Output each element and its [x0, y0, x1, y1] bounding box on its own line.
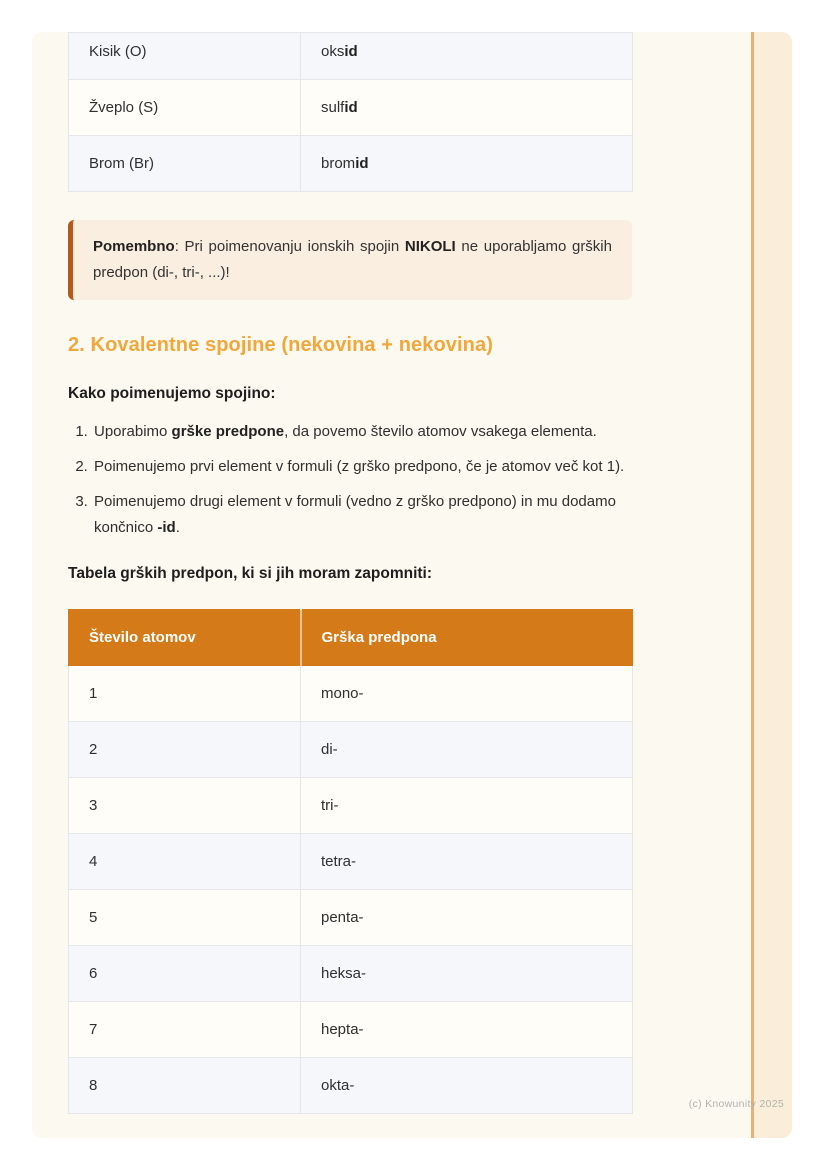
count-cell: 5: [69, 890, 301, 946]
count-cell: 4: [69, 834, 301, 890]
table-row: [69, 946, 633, 1002]
suffix-table: [68, 32, 633, 192]
greek-prefix-table: [68, 609, 633, 1114]
table-row: [69, 80, 633, 136]
table-row: [69, 33, 633, 80]
prefix-cell: okta-: [301, 1058, 633, 1114]
table-row: [69, 136, 633, 192]
prefix-table-wrap: [68, 609, 632, 1114]
prefix-cell: heksa-: [301, 946, 633, 1002]
list-item: 2. Poimenujemo prvi element v formuli (z grško predpono, če je atomov več kot 1).: [92, 454, 632, 480]
count-cell: 3: [69, 778, 301, 834]
naming-steps-list: [72, 419, 632, 541]
element-cell: Brom (Br): [69, 136, 301, 192]
table-row: [69, 778, 633, 834]
page-content: [32, 32, 632, 1114]
count-cell: 7: [69, 1002, 301, 1058]
prefix-cell: penta-: [301, 890, 633, 946]
list-item: 3. Poimenujemo drugi element v formuli (vedno z grško predpono) in mu dodamo končnico -id.: [92, 489, 632, 541]
prefix-cell: tri-: [301, 778, 633, 834]
prefix-cell: hepta-: [301, 1002, 633, 1058]
table-row: [69, 1058, 633, 1114]
prefix-cell: di-: [301, 722, 633, 778]
count-cell: 1: [69, 666, 301, 722]
count-cell: 8: [69, 1058, 301, 1114]
count-cell: 6: [69, 946, 301, 1002]
document-page: [32, 32, 792, 1138]
name-cell: sulfid: [301, 80, 633, 136]
name-cell: bromid: [301, 136, 633, 192]
section-heading: 2. Kovalentne spojine (nekovina + nekovina): [68, 334, 493, 356]
prefix-cell: tetra-: [301, 834, 633, 890]
table-row: [69, 1002, 633, 1058]
important-note-callout: Pomembno: Pri poimenovanju ionskih spojin NIKOLI ne uporabljamo grških predpon (di-, tri-, ...)!: [68, 220, 632, 300]
subheading-how: Kako poimenujemo spojino:: [68, 385, 276, 402]
prefix-cell: mono-: [301, 666, 633, 722]
column-header-prefix: Grška predpona: [301, 610, 633, 666]
note-label: Pomembno: [93, 238, 175, 255]
table-header-row: [69, 610, 633, 666]
table-row: [69, 890, 633, 946]
subheading-prefix-table: Tabela grških predpon, ki si jih moram zapomniti:: [68, 565, 433, 582]
note-emphasis: NIKOLI: [404, 238, 456, 255]
list-item: 1. Uporabimo grške predpone, da povemo število atomov vsakega elementa.: [92, 419, 632, 445]
element-cell: Kisik (O): [69, 33, 301, 80]
table-row: [69, 722, 633, 778]
count-cell: 2: [69, 722, 301, 778]
column-header-count: Število atomov: [69, 610, 301, 666]
copyright-watermark: (c) Knowunity 2025: [688, 1098, 784, 1110]
table-row: [69, 834, 633, 890]
name-cell: oksid: [301, 33, 633, 80]
page-edge-stripe: [751, 32, 792, 1138]
table-row: [69, 666, 633, 722]
element-cell: Žveplo (S): [69, 80, 301, 136]
